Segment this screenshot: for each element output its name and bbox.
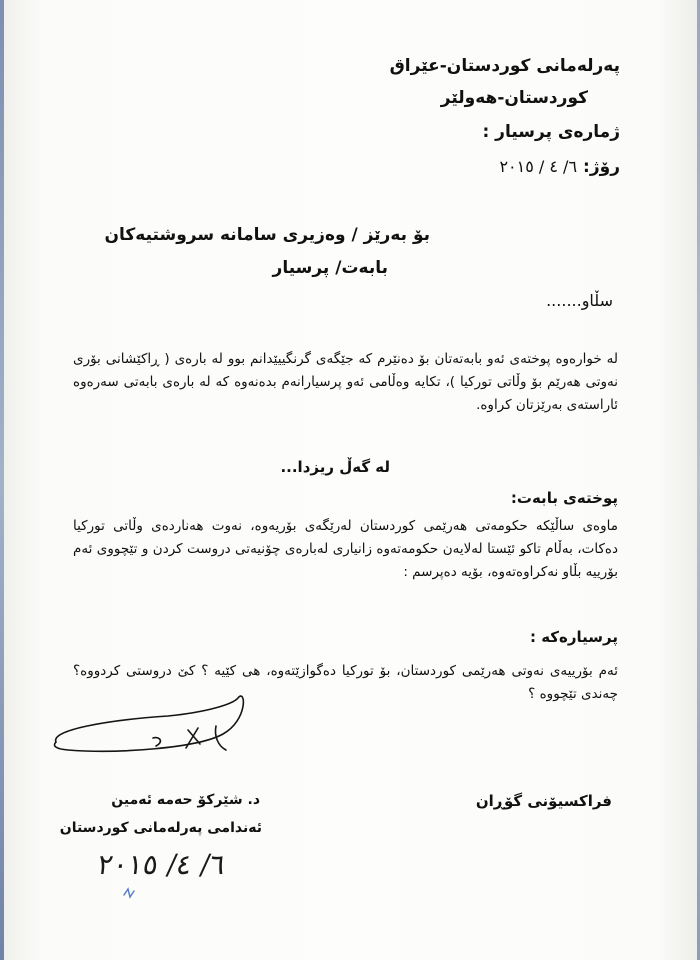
question-number-label: ژمارەی پرسیار : [482,122,620,142]
date-label: رۆژ: [583,157,620,177]
greeting: سڵاو....... [546,291,613,310]
intro-paragraph: لە خوارەوە پوختەی ئەو بابەتەتان بۆ دەنێرم کە جێگەی گرنگییێدانم بوو لە بارەی ( ڕاکێشانی بۆری نەوتی هەرێم بۆ وڵاتی تورکیا )، تکایە وەڵامی ئەو پرسیارانەم بدەنەوە کە لە بارەی بابەتی سەرەوە ئاراستەی بەرێزتان کراوە. [73,351,618,413]
handwritten-signature [48,690,258,770]
blue-ink-mark [120,885,138,903]
mp-title: ئەندامی پەرلەمانی کوردستان [59,820,262,836]
date-line [499,157,620,177]
city-header: کوردستان-هەولێر [440,88,588,108]
subject-line: بابەت/ پرسیار [272,258,388,278]
recipient-line: بۆ بەرێز / وەزیری سامانە سروشتیەکان [104,225,430,245]
date-value: ٦/ ٤ / ٢٠١٥ [499,157,578,176]
question-text: ئەم بۆرییەی نەوتی هەرێمی کوردستان، بۆ تورکیا دەگوازێتەوە، هی کێیە ؟ کێ دروستی کردووە؟ چەندی تێچووە ؟ [73,663,618,702]
regards-line: لە گەڵ ریزدا... [280,458,390,476]
summary-title: پوختەی بابەت: [510,489,618,507]
scan-edge-left [0,0,4,960]
mp-name: د. شێرکۆ حەمە ئەمین [111,792,260,808]
question-title: پرسیارەکە : [529,628,618,646]
faction-name: فراکسیۆنی گۆڕان [475,792,612,810]
summary-text: ماوەی ساڵێکە حکومەتی هەرێمی کوردستان لەرێگەی بۆریەوە، نەوت هەناردەی وڵاتی تورکیا دەکات، بەڵام تاکو ئێستا لەلایەن حکومەتەوە زانیاری لەبارەی چۆنیەتی دروست کردن و تێچووی ئەم بۆرییە بڵاو نەکراوەتەوە، بۆیە دەپرسم : [73,518,618,580]
handwritten-date: ٦/ ٤/ ٢٠١٥ [95,848,228,881]
parliament-header: پەرلەمانی کوردستان-عێراق [389,56,620,76]
